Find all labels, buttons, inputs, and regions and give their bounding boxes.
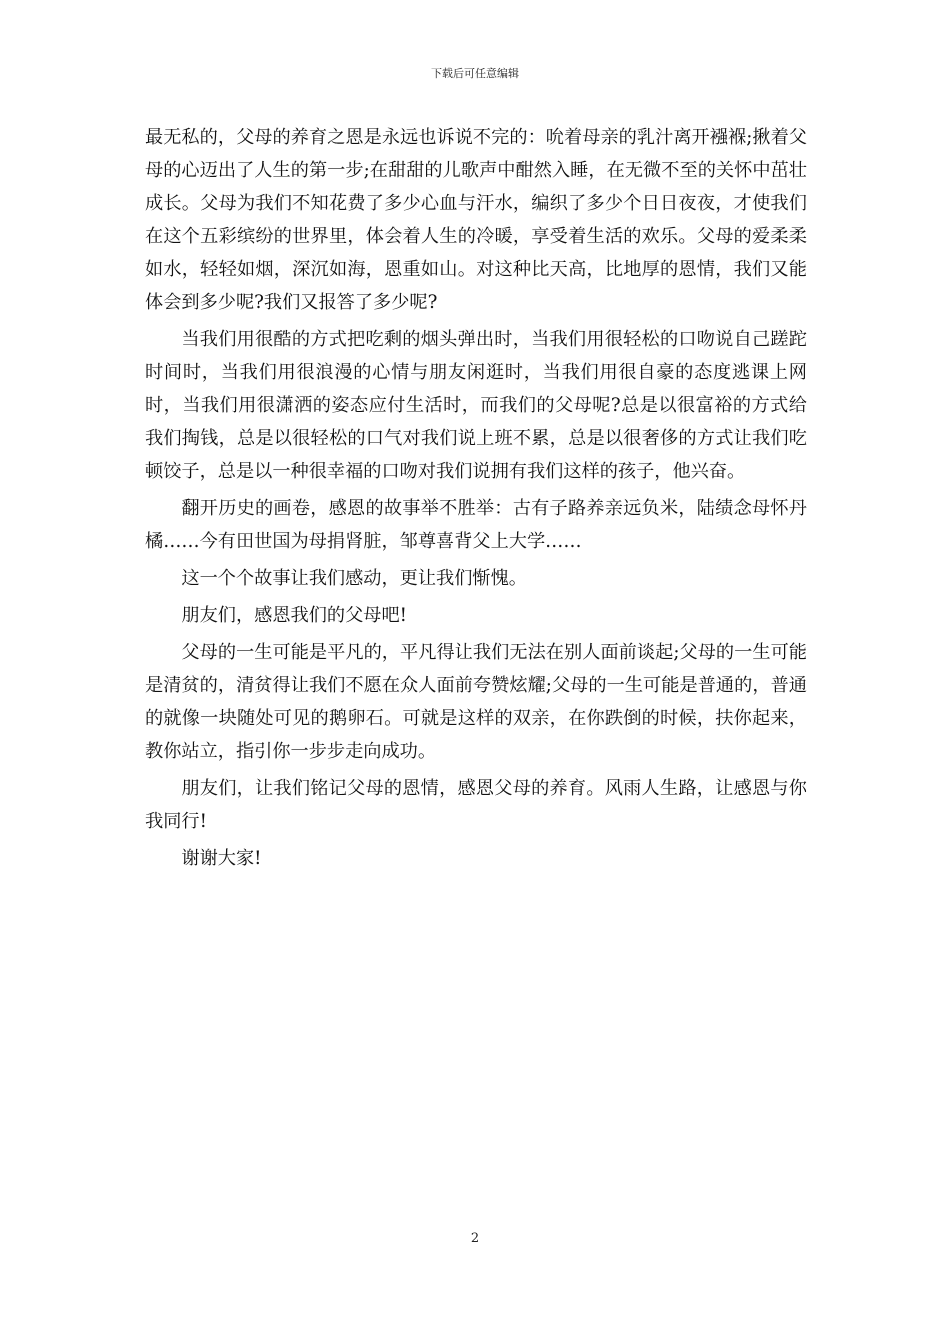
paragraph-continued: 最无私的，父母的养育之恩是永远也诉说不完的：吮着母亲的乳汁离开襁褓;揪着父母的心迈出了人生的第一步;在甜甜的儿歌声中酣然入睡，在无微不至的关怀中茁壮成长。父母为我们不知花费了多少心血与汗水，编织了多少个日日夜夜，才使我们在这个五彩缤纷的世界里，体会着人生的冷暖，享受着生活的欢乐。父母的爱柔柔如水，轻轻如烟，深沉如海，恩重如山。对这种比天高，比地厚的恩情，我们又能体会到多少呢?我们又报答了多少呢?	[145, 127, 807, 313]
paragraph: 当我们用很酷的方式把吃剩的烟头弹出时，当我们用很轻松的口吻说自己蹉跎时间时，当我们用很浪漫的心情与朋友闲逛时，当我们用很自豪的态度逃课上网时，当我们用很潇洒的姿态应付生活时，而我们的父母呢?总是以很富裕的方式给我们掏钱，总是以很轻松的口气对我们说上班不累，总是以很奢侈的方式让我们吃顿饺子，总是以一种很幸福的口吻对我们说拥有我们这样的孩子，他兴奋。	[145, 329, 807, 482]
page-number: 2	[470, 1231, 480, 1246]
page-header: 下载后可任意编辑	[431, 67, 519, 80]
paragraph: 朋友们，感恩我们的父母吧!	[181, 605, 407, 626]
paragraph: 父母的一生可能是平凡的，平凡得让我们无法在别人面前谈起;父母的一生可能是清贫的，清贫得让我们不愿在众人面前夸赞炫耀;父母的一生可能是普通的，普通的就像一块随处可见的鹅卵石。可就是这样的双亲，在你跌倒的时候，扶你起来，教你站立，指引你一步步走向成功。	[145, 642, 807, 762]
paragraph: 这一个个故事让我们感动，更让我们惭愧。	[181, 568, 527, 589]
document-body	[145, 121, 807, 879]
paragraph-closing: 谢谢大家!	[181, 848, 262, 869]
paragraph: 朋友们，让我们铭记父母的恩情，感恩父母的养育。风雨人生路，让感恩与你我同行!	[145, 778, 807, 832]
paragraph: 翻开历史的画卷，感恩的故事举不胜举：古有子路养亲远负米，陆绩念母怀丹橘……今有田世国为母捐肾脏，邹尊喜背父上大学……	[145, 498, 807, 552]
